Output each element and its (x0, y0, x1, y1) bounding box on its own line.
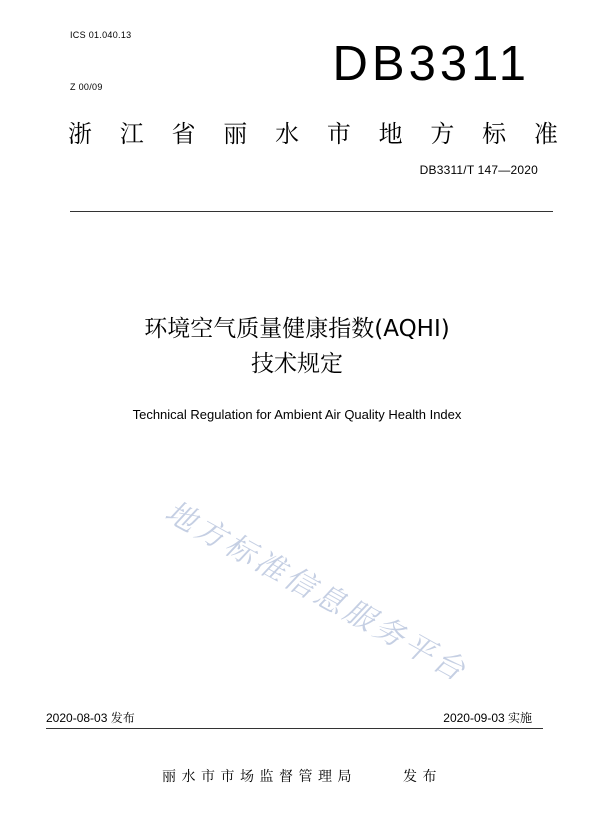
standard-type-char: 准 (533, 120, 558, 148)
classification-code: Z 00/09 (70, 82, 103, 92)
standard-type-char: 地 (378, 120, 403, 148)
standard-type-char: 标 (482, 120, 507, 148)
standard-type-char: 省 (171, 120, 196, 148)
db-logo: DB3311 (332, 37, 530, 91)
document-title-en: Technical Regulation for Ambient Air Quality Health Index (132, 407, 462, 422)
document-title-zh-line2: 技术规定 (251, 351, 343, 377)
standard-type-char: 方 (430, 120, 455, 148)
issuer-name: 丽水市市场监督管理局 (162, 768, 357, 784)
standard-type-char: 江 (119, 120, 144, 148)
standard-type-char: 丽 (223, 120, 248, 148)
header-divider (70, 211, 553, 212)
footer-divider (46, 728, 543, 729)
watermark-text: 地方标准信息服务平台 (159, 494, 474, 690)
ics-code: ICS 01.040.13 (70, 30, 132, 40)
standard-type-char: 水 (275, 120, 300, 148)
standard-type-char: 市 (326, 120, 351, 148)
standard-number: DB3311/T 147—2020 (419, 163, 538, 177)
issue-label: 发布 (403, 768, 442, 784)
document-title-zh: 环境空气质量健康指数(AQHI) (144, 316, 450, 342)
implement-date: 2020-09-03 实施 (443, 711, 532, 725)
watermark (155, 490, 495, 700)
standard-type (68, 114, 558, 149)
standard-type-char: 浙 (68, 120, 92, 148)
publish-date: 2020-08-03 发布 (46, 711, 135, 725)
